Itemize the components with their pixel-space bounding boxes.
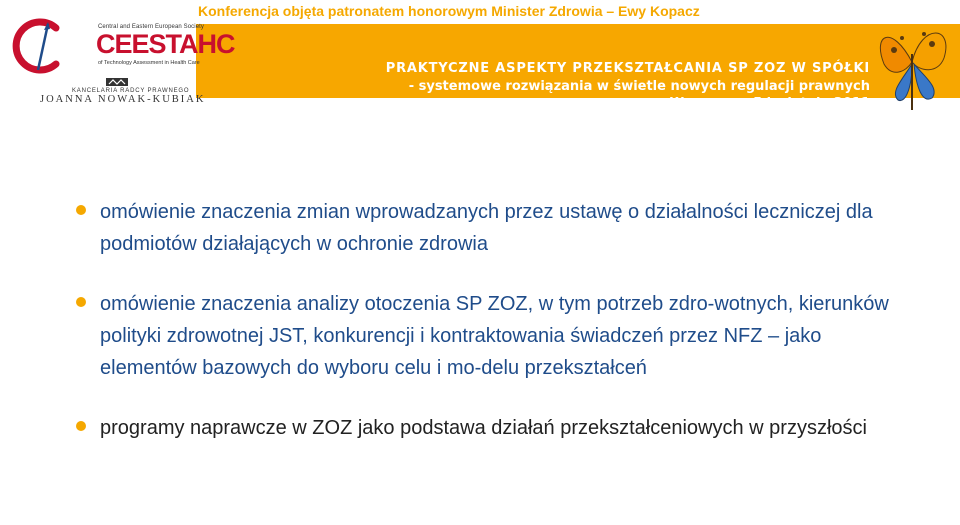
law-firm-mark-icon — [106, 78, 128, 86]
list-item — [76, 288, 896, 384]
law-firm-label: KANCELARIA RADCY PRAWNEGO — [72, 88, 190, 94]
butterfly-icon — [862, 14, 960, 112]
conference-date: Warszawa, 5 kwietnia 2011 — [669, 96, 870, 111]
bullet-list — [76, 196, 896, 472]
list-item-text: programy naprawcze w ZOZ jako podstawa działań przekształceniowych w przyszłości — [100, 417, 867, 439]
list-item — [76, 412, 896, 444]
bullet-dot-icon — [76, 421, 86, 431]
patronage-note: Konferencja objęta patronatem honorowym Minister Zdrowia – Ewy Kopacz — [198, 3, 700, 19]
logo-society-line: Central and Eastern European Society — [98, 24, 204, 30]
conference-title-block — [386, 60, 870, 113]
list-item-text: omówienie znaczenia zmian wprowadzanych przez ustawę o działalności leczniczej dla podmiotów działających w ochronie zdrowia — [100, 201, 873, 255]
bullet-dot-icon — [76, 297, 86, 307]
conference-title: PRAKTYCZNE ASPEKTY PRZEKSZTAŁCANIA SP ZOZ W SPÓŁKI — [385, 61, 870, 76]
bullet-dot-icon — [76, 205, 86, 215]
list-item — [76, 196, 896, 260]
logo-subtitle: of Technology Assessment in Health Care — [98, 60, 200, 66]
list-item-text: omówienie znaczenia analizy otoczenia SP ZOZ, w tym potrzeb zdro-wotnych, kierunków polityki zdrowotnej JST, konkurencji i kontraktowania świadczeń przez NFZ – jako elementów bazowych do wyboru celu i mo-delu przekształceń — [100, 293, 889, 379]
ceestahc-logo-icon — [8, 16, 68, 76]
conference-subtitle: - systemowe rozwiązania w świetle nowych regulacji prawnych — [408, 78, 870, 94]
law-firm-name: JOANNA NOWAK-KUBIAK — [40, 94, 206, 105]
logo-name: CEESTAHC — [96, 29, 235, 59]
logo-area — [0, 0, 235, 105]
